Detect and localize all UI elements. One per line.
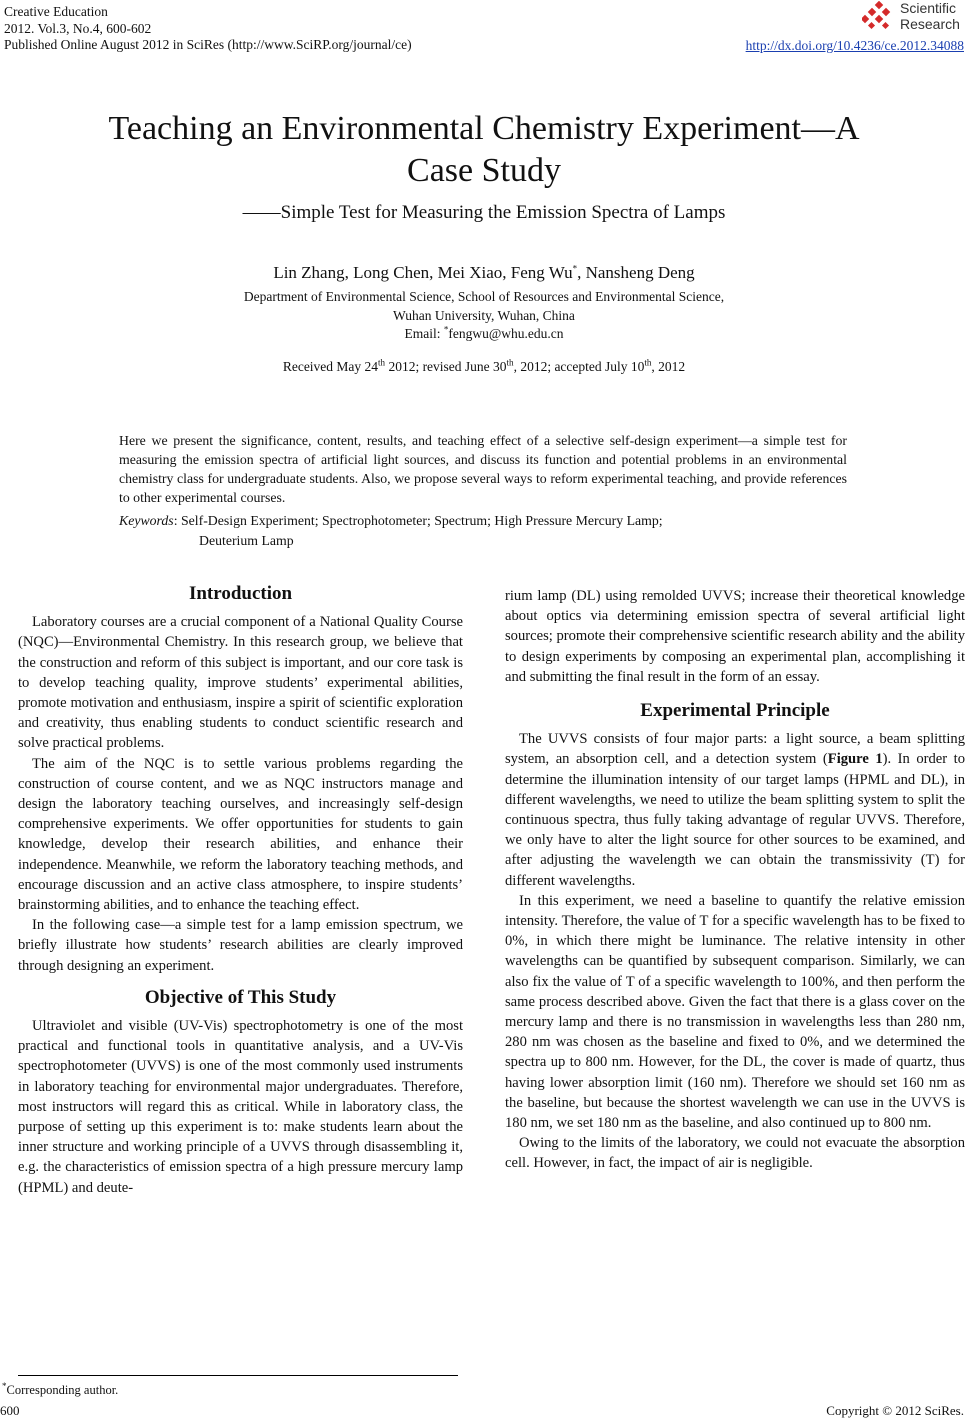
- continued-paragraph: rium lamp (DL) using remolded UVVS; increase their theoretical knowledge about optics via determining emission spectra of several artificial light sources; promote their comprehensive scientific research ability and the ability to design experiments by composing an experimental plan, accomplishing it and submitting the final result in the form of an essay.: [505, 588, 965, 685]
- doi-link[interactable]: http://dx.doi.org/10.4236/ce.2012.34088: [745, 38, 964, 53]
- affiliation: [0, 288, 968, 344]
- email-mark: *: [443, 324, 449, 335]
- footnote-rule: [18, 1375, 458, 1376]
- revised-date: 2012; revised June 30: [385, 359, 507, 374]
- copyright: Copyright © 2012 SciRes.: [826, 1403, 964, 1418]
- journal-volume: 2012. Vol.3, No.4, 600-602: [4, 20, 152, 36]
- keywords-line-1: : Self-Design Experiment; Spectrophotometer; Spectrum; High Pressure Mercury Lamp;: [173, 513, 663, 528]
- email-line: [0, 325, 968, 344]
- keywords-label: Keywords: [119, 513, 174, 528]
- objective-paragraph-1: Ultraviolet and visible (UV-Vis) spectrophotometry is one of the most practical and functional tools in quantitative analysis, and a UV-Vis spectrophotometer (UVVS) is one of the most commonly used instruments in laboratory teaching for environmental major undergraduates. Therefore, most instructors will regard this as critical. While in laboratory class, the purpose of setting up this experiment is to: make students learn about the inner structure and working principle of a UVVS through disassembling it, e.g. the characteristics of emission spectra of a high pressure mercury lamp (HPML) and deute-: [18, 1018, 463, 1196]
- page-number: 600: [0, 1403, 20, 1418]
- received-date: Received May 24: [282, 359, 379, 374]
- paper-subtitle: ——Simple Test for Measuring the Emission Spectra of Lamps: [242, 202, 726, 223]
- authors-first: Lin Zhang, Long Chen, Mei Xiao, Feng Wu: [273, 263, 573, 282]
- keywords: [119, 511, 847, 551]
- abstract: Here we present the significance, content, results, and teaching effect of a selective self-design experiment—a simple test for measuring the emission spectra of artificial light sources, and discuss its function and potential problems in an environmental chemistry class for undergraduate students. Also, we propose several ways to reform experimental teaching, and provide references to other experimental courses.: [119, 433, 847, 505]
- logo-text-line1: Scientific: [900, 0, 957, 16]
- journal-header: [4, 4, 412, 54]
- left-column: [18, 584, 463, 1198]
- intro-paragraph-2: The aim of the NQC is to settle various problems regarding the construction of course content, and we as NQC instructors manage and design the laboratory teaching ourselves, and increasingly self-design comprehensive experiments. We offer opportunities for students to gain knowledge, develop their research abilities, and enhance their independence. Meanwhile, we reform the laboratory teaching methods, and encourage discussion and an active class atmosphere, to inspire students’ brainstorming abilities, and to enhance the teaching effect.: [18, 755, 463, 914]
- email-address[interactable]: fengwu@whu.edu.cn: [448, 326, 564, 341]
- accepted-date: , 2012; accepted July 10: [513, 359, 645, 374]
- affiliation-line-1: Department of Environmental Science, School of Resources and Environmental Science,: [243, 289, 725, 304]
- author-list: [0, 263, 968, 283]
- email-label: Email:: [404, 326, 444, 341]
- accepted-sup: th: [644, 357, 652, 368]
- objective-heading: Objective of This Study: [144, 986, 337, 1008]
- right-column: [505, 586, 965, 1174]
- footnote: [2, 1380, 119, 1398]
- received-sup: th: [378, 357, 386, 368]
- corresponding-mark: *: [572, 263, 578, 274]
- figure-1-ref[interactable]: Figure 1: [827, 751, 883, 768]
- principle-p1-text-a: The UVVS consists of four major parts: a light source, a beam splitting system, an absorption cell, and a detection system (: [505, 731, 965, 768]
- principle-paragraph-3: Owing to the limits of the laboratory, we could not evacuate the absorption cell. However, in fact, the impact of air is negligible.: [505, 1135, 965, 1172]
- principle-p1-text-b: ). In order to determine the illumination intensity of our target lamps (HPML and DL), in different wavelengths, we need to utilize the beam splitting system to split the continuous spectra, thus fully taking advantage of regular UVVS. Therefore, we only have to alter the light source for other sources to be examined, and after adjusting the wavelength we can obtain the transmissivity (T) for different wavelengths.: [505, 751, 965, 889]
- affiliation-line-2: Wuhan University, Wuhan, China: [393, 307, 575, 323]
- title-line-2: Case Study: [407, 152, 561, 189]
- paper-title: [0, 108, 968, 192]
- footnote-mark: *: [2, 1380, 7, 1391]
- diamond-cluster-icon: [862, 1, 896, 31]
- logo-text-line2: Research: [900, 16, 960, 32]
- footnote-text: Corresponding author.: [6, 1383, 119, 1397]
- introduction-heading: Introduction: [188, 583, 293, 604]
- title-line-1: Teaching an Environmental Chemistry Experiment—A: [108, 110, 860, 147]
- revised-sup: th: [506, 357, 514, 368]
- scientific-research-logo: [862, 0, 962, 34]
- received-dates: [0, 359, 968, 375]
- principle-heading: Experimental Principle: [640, 700, 830, 722]
- principle-paragraph-2: In this experiment, we need a baseline to quantify the relative emission intensity. Therefore, the value of T for a specific wavelength has to be fixed to 0%, in which there might be luminance. The relative intensity in other wavelengths can be quantified by subsequent comparison. Similarly, we can also fix the value of T of a specific wavelength to 100%, and then perform the same process described above. Given the fact that there is a glass cover on the mercury lamp and there is no transmission in wavelengths less than 280 nm, 280 nm was chosen as the baseline and fixed to 0%, and we determined the spectra up to 800 nm. However, for the DL, the cover is made of quartz, thus having lower absorption limit (160 nm). Therefore we should set 160 nm as the baseline, but because the shortest wavelength we can use in the UVVS is 180 nm, we set 180 nm as the baseline, and also continued up to 800 nm.: [505, 892, 965, 1132]
- journal-name: Creative Education: [4, 4, 108, 19]
- intro-paragraph-1: Laboratory courses are a crucial component of a National Quality Course (NQC)—Environmental Chemistry. In this research group, we believe that the construction and reform of this subject is important, and our core task is to develop teaching quality, improve students’ experimental abilities, promote motivation and enthusiasm, inspire a spirit of scientific exploration and creativity, thus enabling students to conduct scientific research and solve practical problems.: [18, 614, 463, 752]
- intro-paragraph-3: In the following case—a simple test for a lamp emission spectrum, we briefly illustrate how students’ research abilities are clearly improved through designing an experiment.: [18, 917, 463, 974]
- authors-last: , Nansheng Deng: [577, 263, 695, 282]
- accepted-year: , 2012: [651, 359, 686, 374]
- published-online: Published Online August 2012 in SciRes (http://www.SciRP.org/journal/ce): [4, 37, 412, 52]
- principle-paragraph-1: [505, 729, 965, 891]
- keywords-line-2: Deuterium Lamp: [199, 533, 294, 548]
